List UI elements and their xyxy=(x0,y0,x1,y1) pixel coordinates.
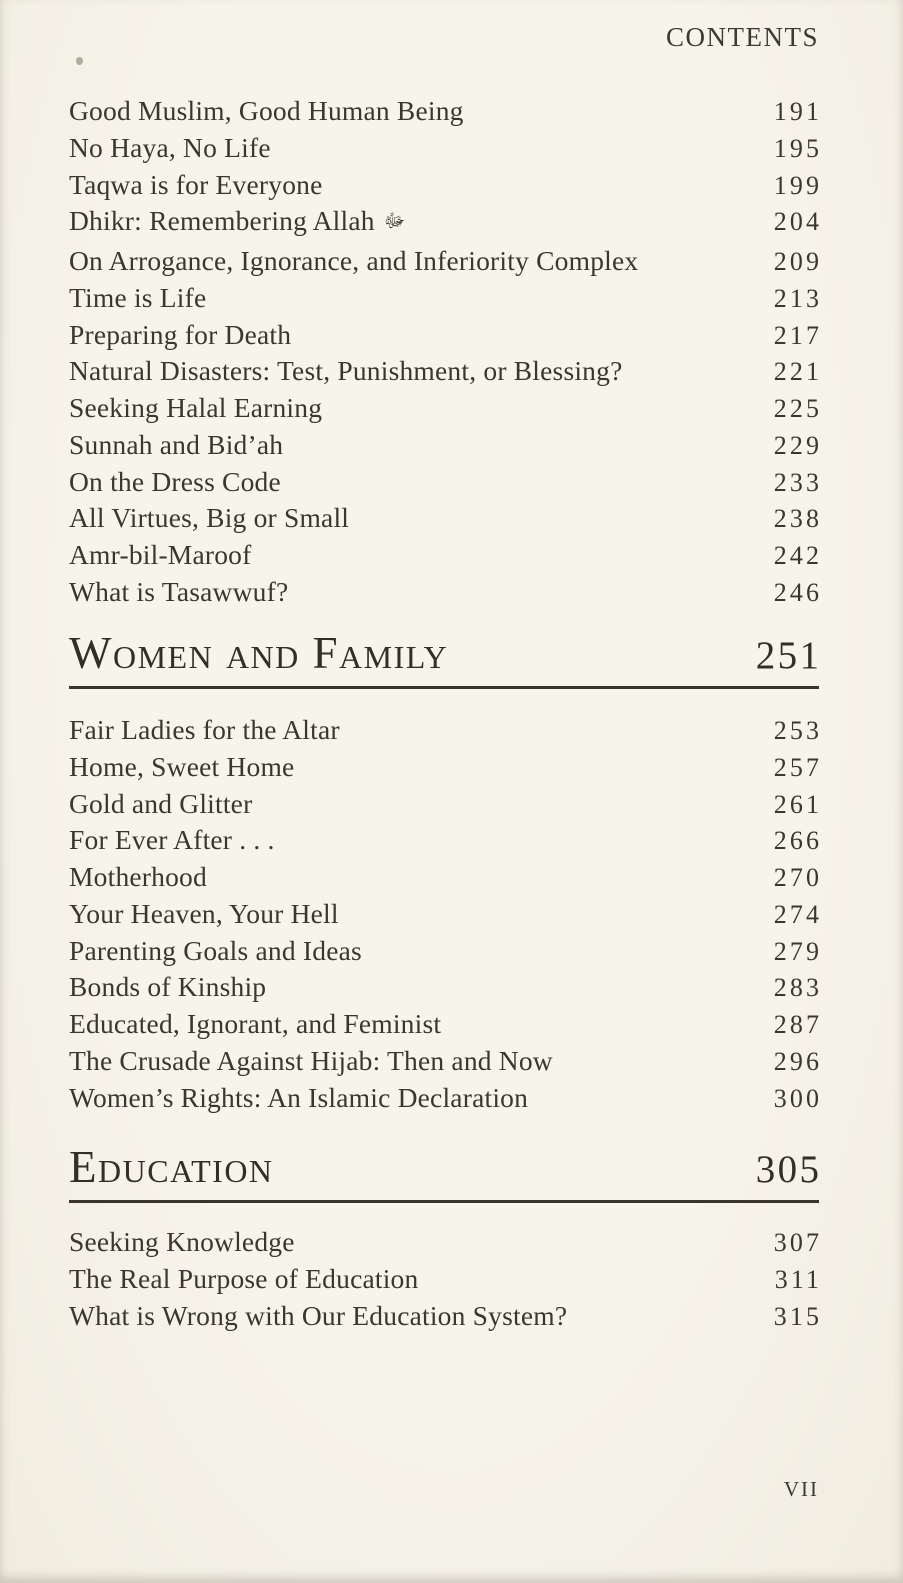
entry-page-number: 296 xyxy=(773,1046,823,1076)
toc-entry xyxy=(69,859,823,896)
toc-entry xyxy=(69,427,823,464)
toc-entry xyxy=(69,537,823,574)
toc-entry xyxy=(69,93,823,130)
toc-entry xyxy=(69,1080,823,1117)
section-title: Women and Family xyxy=(69,628,449,678)
entry-title: No Haya, No Life xyxy=(69,131,271,163)
toc-entry xyxy=(69,896,823,933)
entry-page-number: 199 xyxy=(773,170,823,200)
section-heading-education xyxy=(69,1142,822,1203)
entry-page-number: 195 xyxy=(773,133,823,163)
toc-entry xyxy=(69,1298,823,1335)
entry-page-number: 279 xyxy=(773,936,823,966)
entry-page-number: 242 xyxy=(773,541,823,570)
toc-entry xyxy=(69,749,823,786)
allah-calligraphy-icon: ﷻ xyxy=(383,211,406,233)
entry-page-number: 287 xyxy=(773,1010,823,1039)
entry-title-text: Dhikr: Remembering Allah xyxy=(69,205,375,237)
page-number-folio: VII xyxy=(783,1477,819,1501)
entry-title: Gold and Glitter xyxy=(69,787,253,819)
entry-title: Bonds of Kinship xyxy=(69,971,267,1003)
entry-page-number: 229 xyxy=(773,430,823,460)
entry-page-number: 213 xyxy=(773,283,823,313)
entry-title: Taqwa is for Everyone xyxy=(69,168,323,200)
toc-entry xyxy=(69,353,823,390)
section-page-number: 251 xyxy=(755,634,822,677)
entry-page-number: 261 xyxy=(773,789,823,819)
entry-page-number: 221 xyxy=(773,357,823,387)
page-header: CONTENTS xyxy=(666,22,819,52)
entry-page-number: 246 xyxy=(773,577,823,607)
toc-entry xyxy=(69,390,823,427)
toc-entry xyxy=(69,822,823,859)
section-title: Education xyxy=(69,1142,274,1192)
toc-entry xyxy=(69,280,823,317)
toc-section xyxy=(69,93,823,611)
section-heading-women-and-family xyxy=(69,628,822,689)
entry-page-number: 270 xyxy=(773,863,823,892)
entry-title: All Virtues, Big or Small xyxy=(69,502,350,534)
entry-page-number: 191 xyxy=(773,97,823,126)
entry-title: Your Heaven, Your Hell xyxy=(69,897,339,929)
entry-title: Seeking Halal Earning xyxy=(69,392,323,423)
toc-section xyxy=(69,1224,823,1334)
toc-entry xyxy=(69,317,823,354)
entry-page-number: 266 xyxy=(773,826,823,856)
entry-title: The Crusade Against Hijab: Then and Now xyxy=(69,1044,553,1076)
toc-entry xyxy=(69,203,823,243)
entry-title xyxy=(69,203,405,243)
entry-page-number: 217 xyxy=(773,320,823,350)
entry-title: Natural Disasters: Test, Punishment, or Blessing? xyxy=(69,355,623,387)
entry-title: The Real Purpose of Education xyxy=(69,1262,419,1294)
toc-entry xyxy=(69,243,823,280)
entry-title: Good Muslim, Good Human Being xyxy=(69,95,464,126)
entry-title: Seeking Knowledge xyxy=(69,1226,295,1257)
entry-title: Women’s Rights: An Islamic Declaration xyxy=(69,1081,529,1113)
toc-entry xyxy=(69,130,823,167)
toc-entry xyxy=(69,712,823,749)
entry-page-number: 257 xyxy=(773,752,823,782)
entry-page-number: 300 xyxy=(773,1083,823,1113)
entry-title: Time is Life xyxy=(69,281,207,313)
entry-title: What is Tasawwuf? xyxy=(69,575,289,607)
entry-page-number: 209 xyxy=(773,247,823,276)
toc-entry xyxy=(69,1006,823,1043)
entry-page-number: 238 xyxy=(773,504,823,534)
entry-page-number: 283 xyxy=(773,973,823,1003)
toc-entry xyxy=(69,1224,823,1261)
entry-title: Fair Ladies for the Altar xyxy=(69,714,340,745)
toc-entry xyxy=(69,574,823,611)
entry-page-number: 311 xyxy=(774,1264,823,1294)
entry-title: Preparing for Death xyxy=(69,318,292,350)
entry-title: Motherhood xyxy=(69,861,207,892)
toc-entry xyxy=(69,464,823,501)
entry-page-number: 253 xyxy=(773,716,823,745)
toc-entry xyxy=(69,1043,823,1080)
entry-page-number: 225 xyxy=(773,394,823,423)
toc-entry xyxy=(69,167,823,204)
toc-entry xyxy=(69,1261,823,1298)
entry-page-number: 274 xyxy=(773,899,823,929)
entry-title: Parenting Goals and Ideas xyxy=(69,934,362,966)
toc-entry xyxy=(69,500,823,537)
entry-title: What is Wrong with Our Education System? xyxy=(69,1299,568,1331)
entry-title: For Ever After . . . xyxy=(69,824,275,856)
entry-title: Home, Sweet Home xyxy=(69,750,295,782)
entry-title: Educated, Ignorant, and Feminist xyxy=(69,1008,442,1039)
entry-title: Amr-bil-Maroof xyxy=(69,539,252,570)
entry-page-number: 204 xyxy=(773,207,823,237)
entry-title: On the Dress Code xyxy=(69,465,281,497)
toc-entry xyxy=(69,969,823,1006)
entry-page-number: 233 xyxy=(773,467,823,497)
entry-page-number: 315 xyxy=(773,1301,823,1331)
entry-page-number: 307 xyxy=(773,1228,823,1257)
section-page-number: 305 xyxy=(755,1148,822,1191)
entry-title: Sunnah and Bid’ah xyxy=(69,428,284,460)
entry-title: On Arrogance, Ignorance, and Inferiority Complex xyxy=(69,245,639,276)
scan-speck xyxy=(76,57,83,65)
toc-entry xyxy=(69,933,823,970)
toc-section xyxy=(69,712,823,1116)
toc-entry xyxy=(69,786,823,823)
